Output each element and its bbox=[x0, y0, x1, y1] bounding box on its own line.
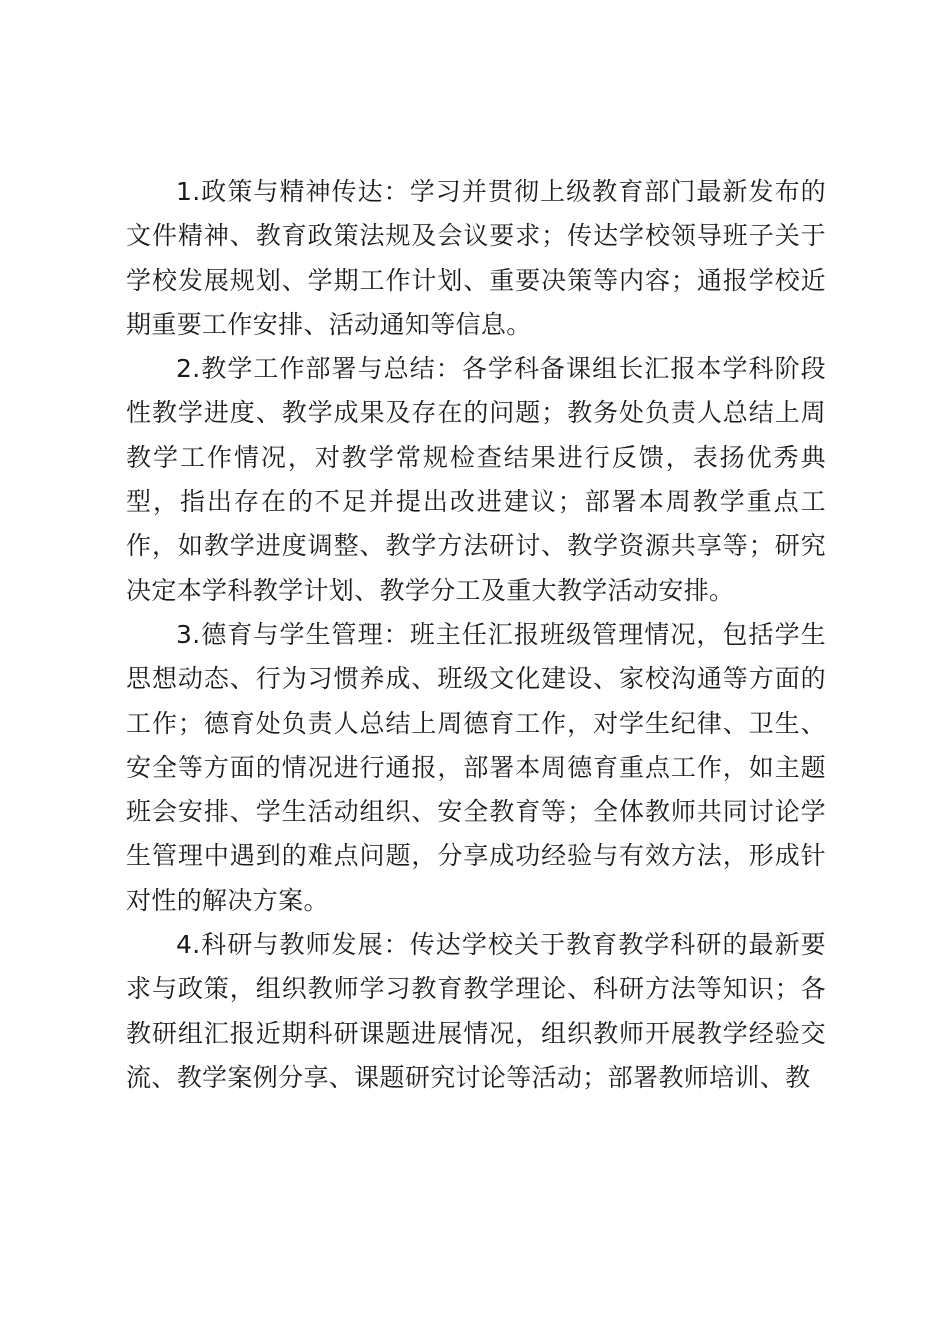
document-body bbox=[126, 170, 826, 1100]
paragraph-policy-communication: 1.政策与精神传达：学习并贯彻上级教育部门最新发布的文件精神、教育政策法规及会议要求；传达学校领导班子关于学校发展规划、学期工作计划、重要决策等内容；通报学校近期重要工作安排、活动通知等信息。 bbox=[126, 177, 826, 339]
paragraph-moral-education: 3.德育与学生管理：班主任汇报班级管理情况，包括学生思想动态、行为习惯养成、班级文化建设、家校沟通等方面的工作；德育处负责人总结上周德育工作，对学生纪律、卫生、安全等方面的情况进行通报，部署本周德育重点工作，如主题班会安排、学生活动组织、安全教育等；全体教师共同讨论学生管理中遇到的难点问题，分享成功经验与有效方法，形成针对性的解决方案。 bbox=[126, 619, 826, 915]
paragraph-research-development: 4.科研与教师发展：传达学校关于教育教学科研的最新要求与政策，组织教师学习教育教学理论、科研方法等知识；各教研组汇报近期科研课题进展情况，组织教师开展教学经验交流、教学案例分享、课题研究讨论等活动；部署教师培训、教 bbox=[126, 930, 826, 1092]
paragraph-teaching-work: 2.教学工作部署与总结：各学科备课组长汇报本学科阶段性教学进度、教学成果及存在的问题；教务处负责人总结上周教学工作情况，对教学常规检查结果进行反馈，表扬优秀典型，指出存在的不足并提出改进建议；部署本周教学重点工作，如教学进度调整、教学方法研讨、教学资源共享等；研究决定本学科教学计划、教学分工及重大教学活动安排。 bbox=[126, 354, 826, 605]
